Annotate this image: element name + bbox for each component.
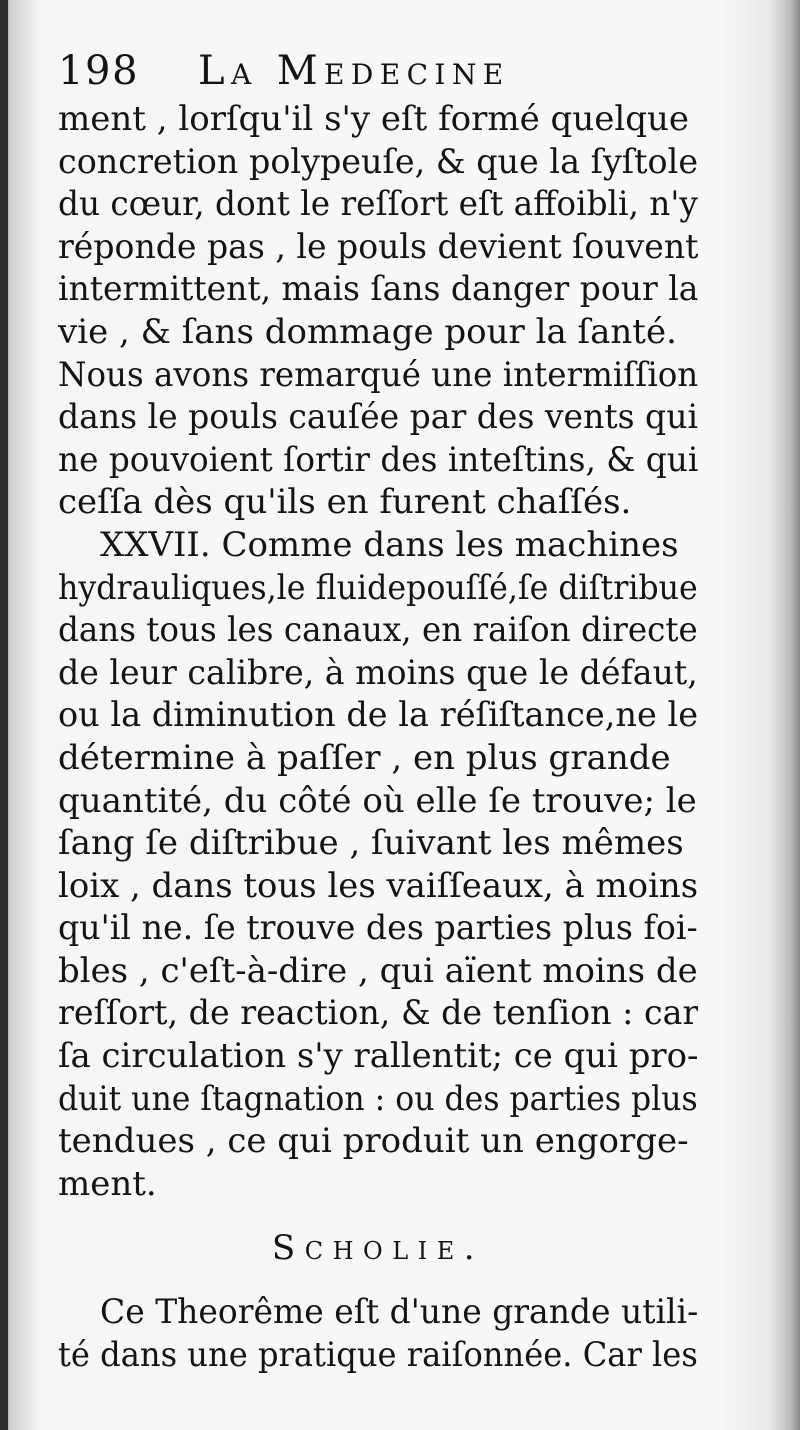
text-line: té dans une pratique raiſonnée. Car les [58,1335,698,1376]
running-head [58,48,698,98]
text-line: qu'il ne. ſe trouve des parties plus foi- [58,908,698,949]
text-line: ment , lorſqu'il s'y eſt formé quelque [58,99,689,139]
text-line: concretion polypeuſe, & que la ſyſtole [58,141,698,182]
text-line: intermittent, mais ſans danger pour la [58,269,698,310]
text-line: XXVII. Comme dans les machines [100,524,679,565]
text-line: ſang ſe diſtribue , ſuivant les mêmes [58,823,684,864]
text-line: Nous avons remarqué une intermiſſion [58,354,698,395]
text-line: réponde pas , le pouls devient ſouvent [58,226,698,267]
section-heading: Scholie. [271,1228,485,1269]
running-title: La Medecine [198,48,510,94]
page-gutter-shadow [0,0,8,1430]
text-line: duit une ſtagnation : ou des parties plus [58,1078,698,1119]
text-line: Ce Theorême eſt d'une grande utili- [100,1292,698,1333]
text-line: ou la diminution de la réſiſtance,ne le [58,695,698,736]
paragraph-scholie [58,1291,698,1376]
text-line: quantité, du côté où elle ſe trouve; le [58,780,697,821]
text-line: ment. [58,1163,157,1204]
text-line: ceſſa dès qu'ils en furent chaſſés. [58,482,632,523]
text-line: détermine à paſſer , en plus grande [58,737,671,778]
text-line: de leur calibre, à moins que le défaut, [58,652,698,693]
text-line: reſſort, de reaction, & de tenſion : car [58,993,698,1034]
text-line: du cœur, dont le reſſort eſt affoibli, n'y [58,184,698,225]
text-line: vie , & ſans dommage pour la ſanté. [58,311,677,352]
text-line: loix , dans tous les vaiſſeaux, à moins [58,865,698,906]
paragraph-continuation [58,98,698,524]
text-line: hydrauliques,le fluidepouſſé,ſe diſtribue [58,567,698,608]
text-line: ſa circulation s'y rallentit; ce qui pro- [58,1036,698,1077]
text-line: dans le pouls cauſée par des vents qui [58,397,698,438]
text-line: ne pouvoient ſortir des inteſtins, & qui [58,439,698,480]
text-line: dans tous les canaux, en raiſon directe [58,610,698,651]
page-text-block [58,48,698,1377]
text-line: tendues , ce qui produit un engorge- [58,1121,689,1162]
page-number: 198 [58,48,140,94]
text-line: bles , c'eſt-à-dire , qui aïent moins de [58,950,698,991]
paragraph-xxvii [58,524,698,1206]
